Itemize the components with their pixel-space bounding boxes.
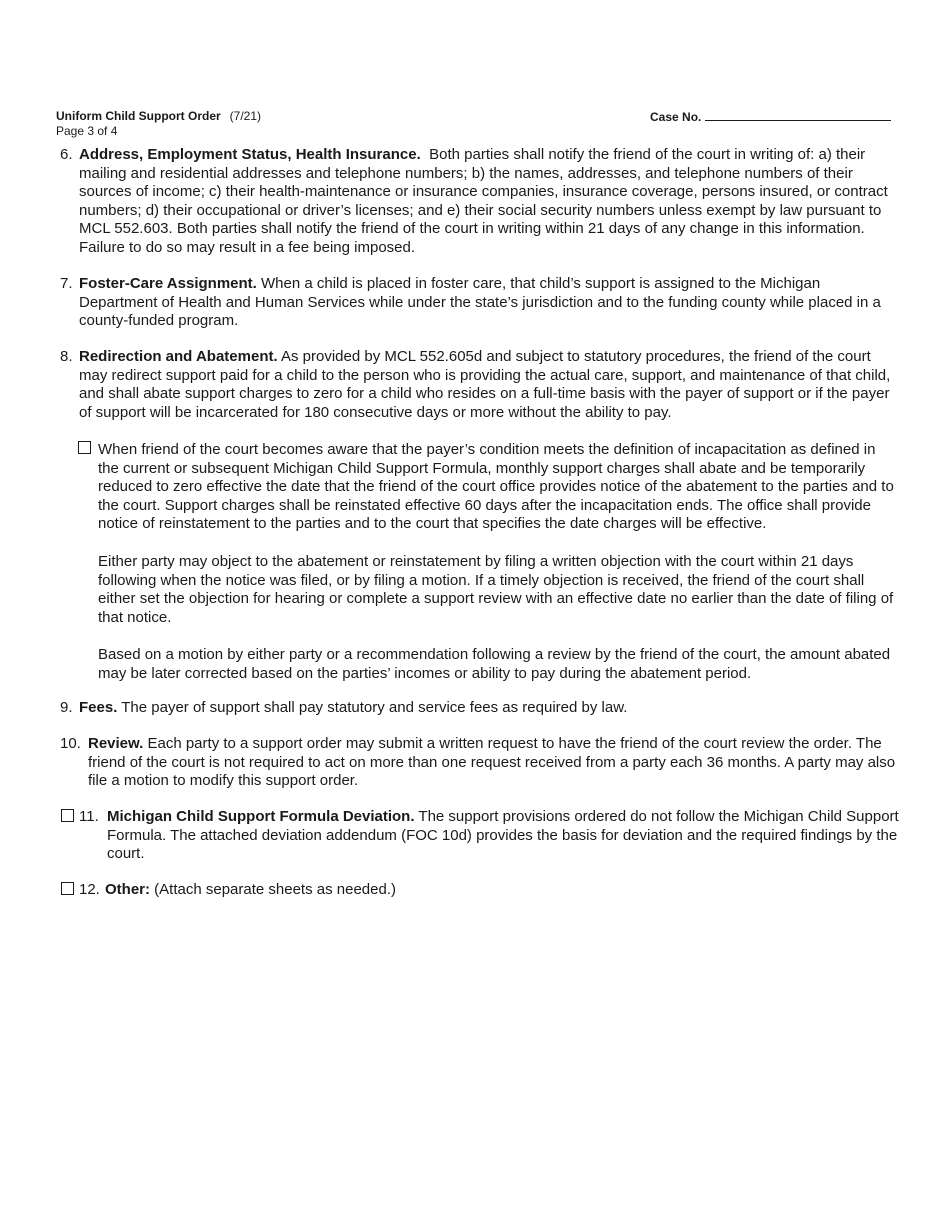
- page-number: Page 3 of 4: [56, 124, 118, 138]
- item-body: The payer of support shall pay statutory and service fees as required by law.: [121, 699, 628, 716]
- item-heading: Fees.: [79, 699, 118, 716]
- item-text: [79, 699, 899, 718]
- item-body: When a child is placed in foster care, that child’s support is assigned to the Michigan Department of Health and Human Services while under the state’s jurisdiction and to the funding county while placed in a county-funded program.: [79, 275, 881, 330]
- item-heading: Address, Employment Status, Health Insurance.: [79, 146, 421, 163]
- item-heading: Other:: [105, 881, 150, 898]
- item-text: [105, 881, 899, 900]
- incapacitation-paragraph: When friend of the court becomes aware that the payer’s condition meets the definition of incapacitation as defined in the current or subsequent Michigan Child Support Formula, monthly support charges shall abate and be temporarily reduced to zero effective the date that the friend of the court office provides notice of the abatement to the parties and to the court. Support charges shall be reinstated effective 60 days after the incapacitation ends. The office shall provide notice of reinstatement to the parties and to the court that specifies the date charges will be effective.: [98, 441, 894, 533]
- incapacitation-checkbox[interactable]: [78, 441, 91, 454]
- item-heading: Redirection and Abatement.: [79, 348, 278, 365]
- item-body: (Attach separate sheets as needed.): [154, 881, 396, 898]
- item-heading: Review.: [88, 735, 144, 752]
- form-title-line: [56, 109, 261, 124]
- item-number: 10.: [60, 735, 81, 752]
- other-checkbox[interactable]: [61, 882, 74, 895]
- item-8: [60, 348, 900, 426]
- item-body: Each party to a support order may submit a written request to have the friend of the court review the order. The friend of the court is not required to act on more than one request received from a party each 36 months. A party may also file a motion to modify this support order.: [88, 735, 896, 790]
- case-number-field[interactable]: [650, 109, 891, 125]
- item-text: [107, 808, 899, 864]
- item-11: [79, 808, 899, 868]
- objection-paragraph: Either party may object to the abatement or reinstatement by filing a written objection with the court within 21 days following when the notice was filed, or by filing a motion. If a timely objection is received, the friend of the court shall either set the objection for hearing or complete a support review with an effective date no earlier than the date of filing of that notice.: [98, 553, 894, 626]
- item-text: [79, 348, 899, 422]
- item-number: 9.: [60, 699, 73, 716]
- item-text: [79, 275, 899, 331]
- form-title: Uniform Child Support Order: [56, 109, 221, 123]
- item-number: 8.: [60, 348, 73, 365]
- formula-deviation-checkbox[interactable]: [61, 809, 74, 822]
- item-9: [60, 699, 900, 719]
- item-body: Both parties shall notify the friend of the court in writing of: a) their mailing and residential addresses and telephone numbers; b) the names, addresses, and telephone numbers of their sources of income; c) their health-maintenance or insurance companies, insurance coverage, persons insured, or contract numbers; d) their occupational or driver’s licenses; and e) their social security numbers unless exempt by law pursuant to MCL 552.603. Both parties shall notify the friend of the court in writing within 21 days of any change in this information. Failure to do so may result in a fee being imposed.: [79, 146, 888, 256]
- item-12: [79, 881, 899, 901]
- item-number: 11.: [79, 808, 99, 825]
- item-number: 7.: [60, 275, 73, 292]
- item-heading: Foster-Care Assignment.: [79, 275, 257, 292]
- item-body: The support provisions ordered do not follow the Michigan Child Support Formula. The attached deviation addendum (FOC 10d) provides the basis for deviation and the required findings by the court.: [107, 808, 899, 863]
- item-text: [88, 735, 900, 791]
- item-text: [79, 146, 899, 258]
- form-version: (7/21): [229, 109, 262, 123]
- item-10: [60, 735, 900, 795]
- item-6: [60, 146, 900, 261]
- item-heading: Michigan Child Support Formula Deviation.: [107, 808, 415, 825]
- case-number-blank[interactable]: [705, 109, 891, 121]
- case-number-label: Case No.: [650, 110, 702, 124]
- item-body: As provided by MCL 552.605d and subject to statutory procedures, the friend of the court may redirect support paid for a child to the person who is providing the actual care, support, and maintenance of that child, and shall abate support charges to zero for a child who resides on a full-time basis with the payer of support or if the payer of support will be incarcerated for 180 consecutive days or more without the ability to pay.: [79, 348, 891, 421]
- item-number: 12.: [79, 881, 100, 898]
- item-number: 6.: [60, 146, 73, 163]
- item-7: [60, 275, 900, 335]
- correction-paragraph: Based on a motion by either party or a recommendation following a review by the friend of the court, the amount abated may be later corrected based on the parties’ incomes or ability to pay during the abatement period.: [98, 646, 891, 682]
